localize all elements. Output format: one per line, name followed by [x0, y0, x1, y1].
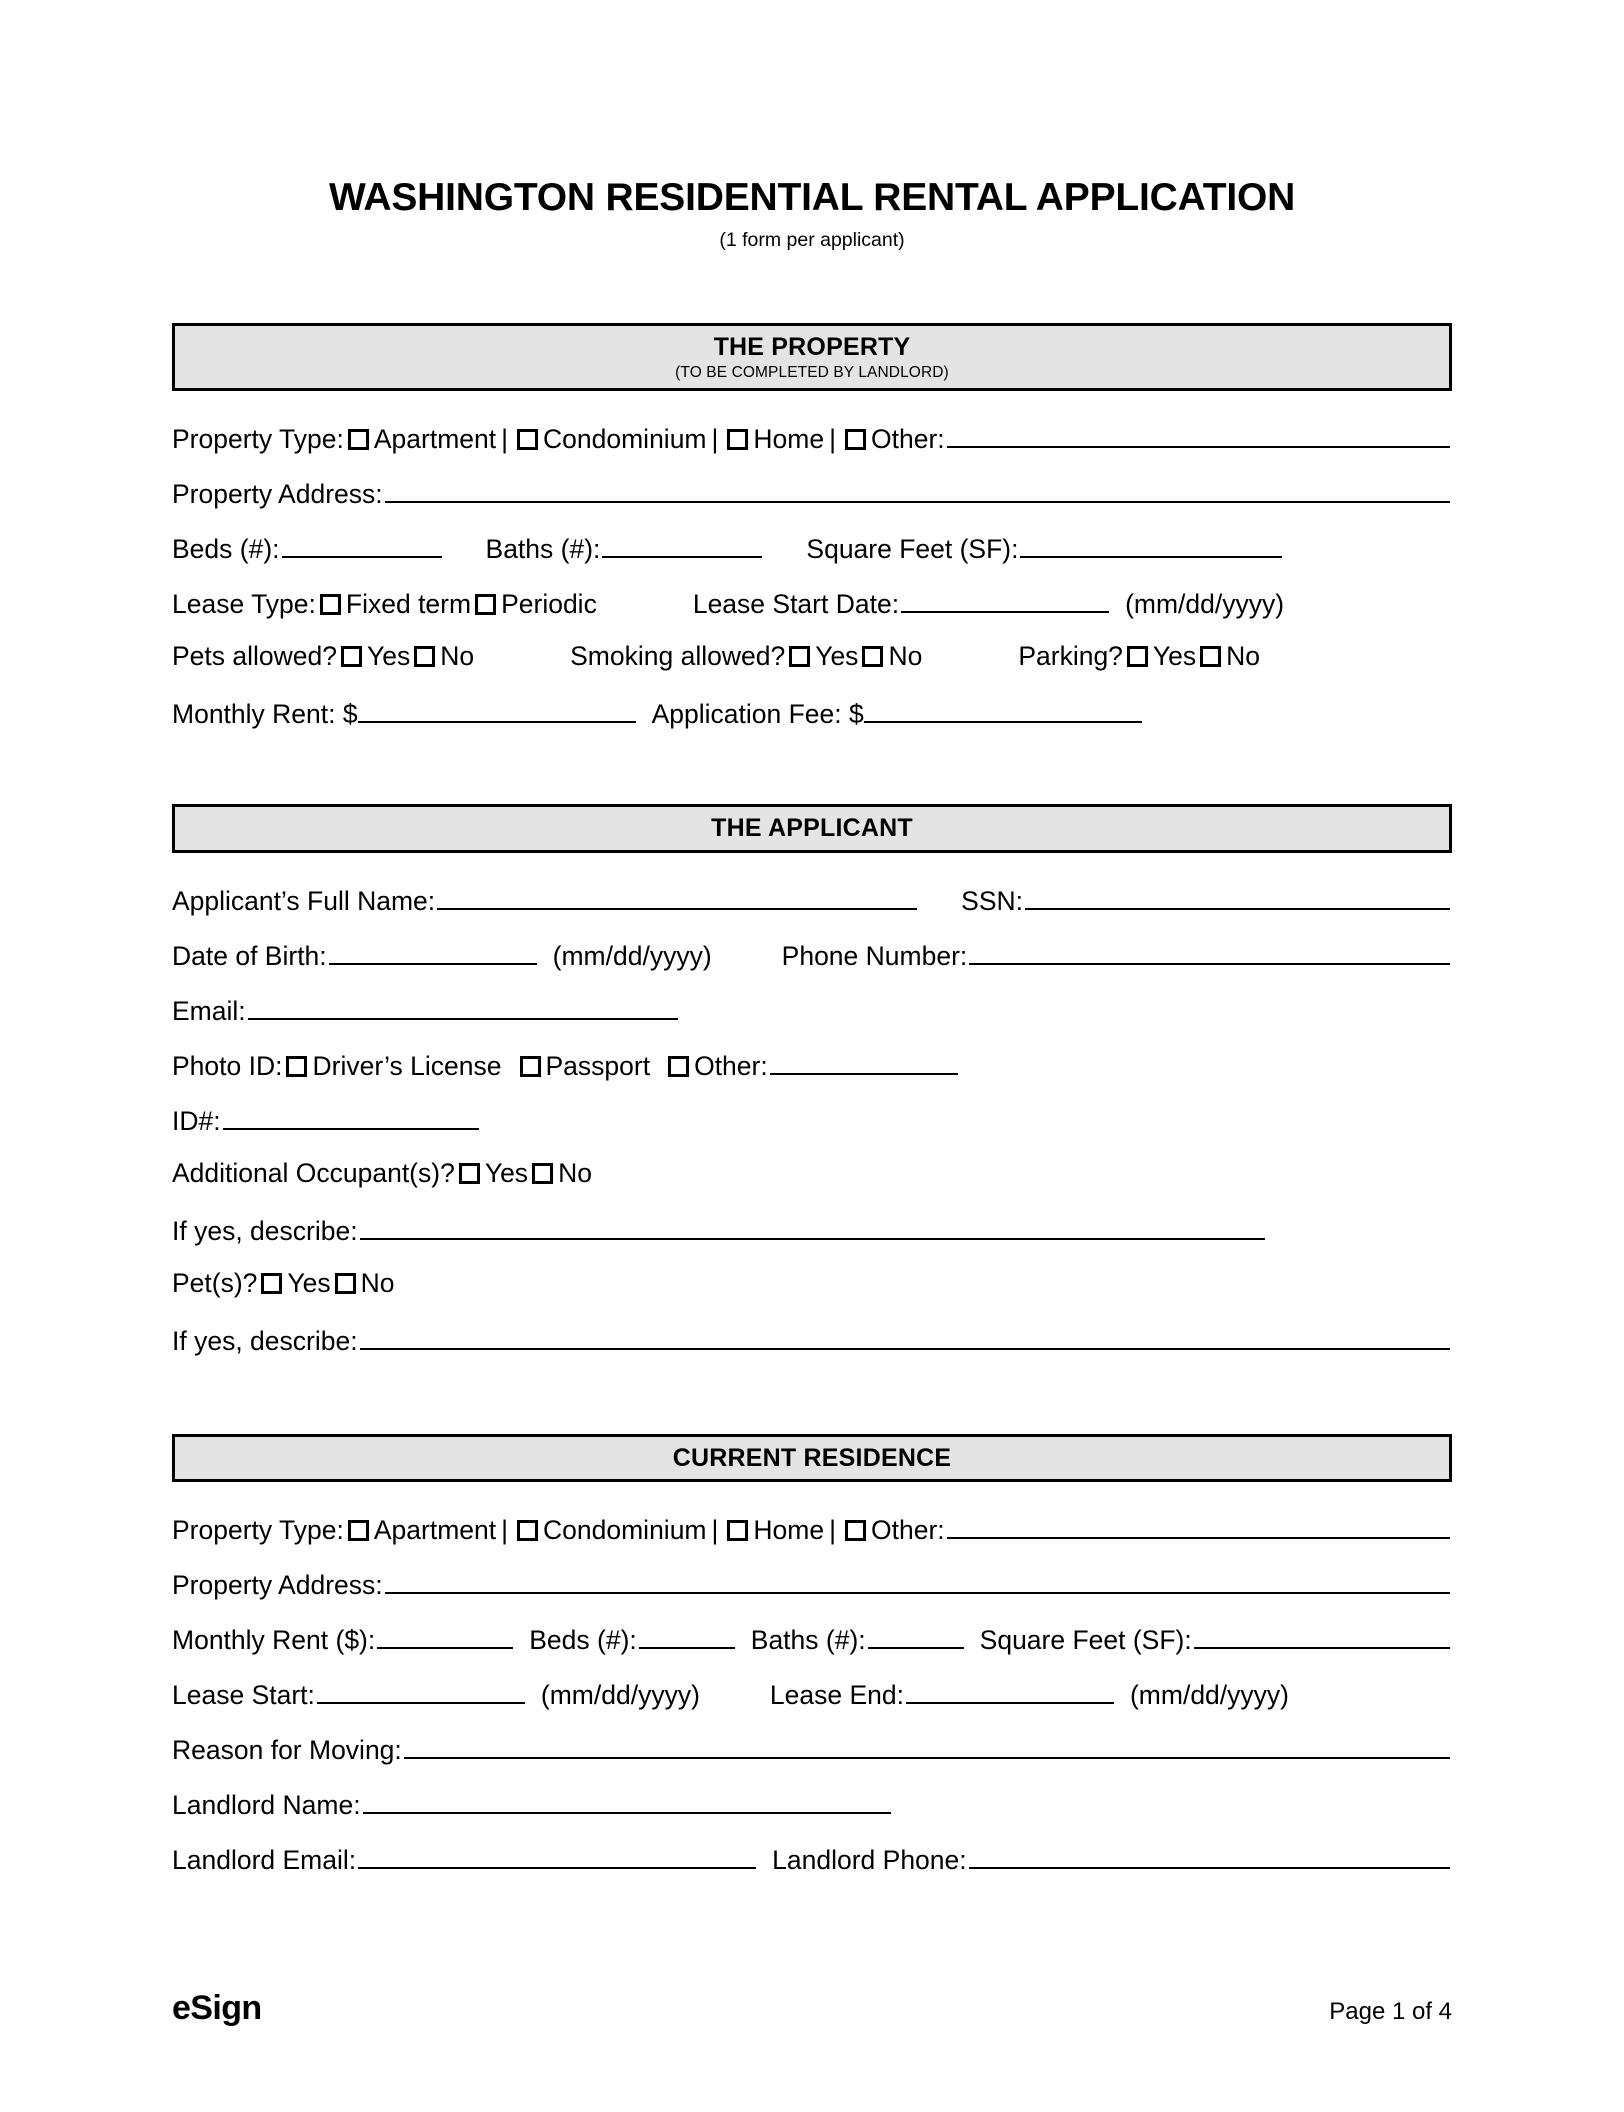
baths-label: Baths (#): — [750, 1625, 866, 1656]
checkbox-additional-occupants-yes[interactable] — [459, 1163, 480, 1184]
pets-label: Pet(s)? — [172, 1267, 258, 1298]
beds-label: Beds (#): — [172, 534, 280, 565]
row-photo-id — [172, 1050, 1452, 1105]
label-yes: Yes — [1152, 641, 1197, 672]
id-number-label: ID#: — [172, 1105, 221, 1136]
section-title-property: THE PROPERTY — [713, 333, 911, 362]
input-lease-end[interactable] — [906, 1679, 1114, 1704]
checkbox-photo-id-drivers-license[interactable] — [286, 1056, 307, 1077]
input-reason-for-moving[interactable] — [404, 1734, 1450, 1759]
checkbox-residence-type-condominium[interactable] — [517, 1520, 538, 1541]
row-dob-phone — [172, 940, 1452, 995]
square-feet-label: Square Feet (SF): — [979, 1625, 1192, 1656]
checkbox-pets-allowed-no[interactable] — [414, 646, 435, 667]
landlord-email-label: Landlord Email: — [172, 1845, 357, 1876]
input-landlord-name[interactable] — [363, 1789, 891, 1814]
property-address-label: Property Address: — [172, 1570, 383, 1601]
checkbox-smoking-allowed-yes[interactable] — [789, 646, 810, 667]
row-id-number — [172, 1105, 1452, 1160]
separator-pipe: | — [711, 1515, 719, 1546]
separator-pipe: | — [501, 424, 509, 455]
checkbox-residence-type-home[interactable] — [727, 1520, 748, 1541]
label-fixed-term: Fixed term — [345, 589, 472, 620]
lease-start-label: Lease Start: — [172, 1680, 315, 1711]
section-header-current-residence — [172, 1434, 1452, 1483]
page-footer — [172, 1989, 1452, 2028]
input-residence-type-other[interactable] — [947, 1514, 1450, 1539]
parking-label: Parking? — [1018, 641, 1123, 672]
checkbox-lease-type-fixed-term[interactable] — [320, 594, 341, 615]
if-yes-describe-label: If yes, describe: — [172, 1215, 358, 1246]
label-yes: Yes — [815, 641, 859, 672]
landlord-phone-label: Landlord Phone: — [772, 1845, 967, 1876]
row-landlord-contact — [172, 1844, 1452, 1899]
label-other: Other: — [871, 424, 945, 455]
row-beds-baths-sqft — [172, 533, 1452, 588]
input-occupants-describe[interactable] — [360, 1215, 1265, 1240]
checkbox-additional-occupants-no[interactable] — [532, 1163, 553, 1184]
lease-end-label: Lease End: — [769, 1680, 904, 1711]
input-residence-baths[interactable] — [868, 1624, 964, 1649]
full-name-label: Applicant’s Full Name: — [172, 885, 436, 916]
page-title: WASHINGTON RESIDENTIAL RENTAL APPLICATION — [328, 176, 1296, 219]
applicant-fields — [172, 853, 1452, 1380]
if-yes-describe-label: If yes, describe: — [172, 1325, 358, 1356]
row-pets-smoking-parking — [172, 643, 1452, 698]
input-lease-start-date[interactable] — [901, 588, 1109, 613]
date-of-birth-format: (mm/dd/yyyy) — [552, 940, 712, 971]
separator-pipe: | — [501, 1515, 509, 1546]
input-full-name[interactable] — [437, 885, 917, 910]
checkbox-residence-type-other[interactable] — [845, 1520, 866, 1541]
row-lease-start-end — [172, 1679, 1452, 1734]
label-condominium: Condominium — [543, 424, 707, 455]
separator-pipe: | — [829, 424, 836, 455]
label-no: No — [888, 641, 923, 672]
checkbox-photo-id-passport[interactable] — [520, 1056, 541, 1077]
lease-start-format: (mm/dd/yyyy) — [540, 1680, 700, 1711]
row-additional-occupants — [172, 1157, 1452, 1215]
section-header-applicant — [172, 804, 1452, 853]
input-date-of-birth[interactable] — [329, 940, 537, 965]
lease-start-date-label: Lease Start Date: — [692, 589, 900, 620]
label-no: No — [360, 1267, 395, 1298]
checkbox-pets-allowed-yes[interactable] — [341, 646, 362, 667]
input-property-type-other[interactable] — [947, 423, 1450, 448]
label-home: Home — [753, 1515, 825, 1546]
row-full-name-ssn — [172, 885, 1452, 940]
date-of-birth-label: Date of Birth: — [172, 940, 327, 971]
lease-start-date-format: (mm/dd/yyyy) — [1125, 589, 1285, 620]
label-condominium: Condominium — [543, 1515, 707, 1546]
email-label: Email: — [172, 995, 246, 1026]
label-no: No — [1226, 641, 1261, 672]
separator-pipe: | — [829, 1515, 836, 1546]
checkbox-photo-id-other[interactable] — [668, 1056, 689, 1077]
row-landlord-name — [172, 1789, 1452, 1844]
checkbox-pets-yes[interactable] — [261, 1273, 282, 1294]
property-type-label: Property Type: — [172, 424, 344, 455]
property-address-label: Property Address: — [172, 479, 383, 510]
input-landlord-phone[interactable] — [969, 1844, 1450, 1869]
label-apartment: Apartment — [373, 1515, 497, 1546]
input-lease-start[interactable] — [317, 1679, 525, 1704]
checkbox-property-type-home[interactable] — [727, 429, 748, 450]
application-fee-label: Application Fee: $ — [651, 699, 864, 730]
reason-for-moving-label: Reason for Moving: — [172, 1735, 402, 1766]
additional-occupants-label: Additional Occupant(s)? — [172, 1157, 455, 1188]
landlord-name-label: Landlord Name: — [172, 1790, 361, 1821]
label-yes: Yes — [287, 1267, 331, 1298]
checkbox-lease-type-periodic[interactable] — [475, 594, 496, 615]
label-periodic: Periodic — [501, 589, 597, 620]
input-photo-id-other[interactable] — [770, 1050, 958, 1075]
ssn-label: SSN: — [961, 885, 1024, 916]
row-pets-describe — [172, 1325, 1452, 1380]
label-other: Other: — [694, 1050, 768, 1081]
separator-pipe: | — [711, 424, 719, 455]
input-pets-describe[interactable] — [360, 1325, 1450, 1350]
checkbox-property-type-condominium[interactable] — [517, 429, 538, 450]
property-fields — [172, 391, 1452, 753]
section-title-applicant: THE APPLICANT — [711, 814, 913, 843]
current-residence-fields — [172, 1482, 1452, 1899]
property-type-label: Property Type: — [172, 1515, 344, 1546]
section-title-current-residence: CURRENT RESIDENCE — [672, 1443, 952, 1472]
input-residence-beds[interactable] — [639, 1624, 735, 1649]
label-yes: Yes — [484, 1157, 529, 1188]
monthly-rent-label: Monthly Rent: $ — [172, 699, 358, 730]
label-home: Home — [753, 424, 825, 455]
section-header-property — [172, 323, 1452, 391]
row-rent-application-fee — [172, 698, 1452, 753]
row-occupants-describe — [172, 1215, 1452, 1270]
checkbox-pets-no[interactable] — [335, 1273, 356, 1294]
input-beds[interactable] — [282, 533, 442, 558]
section-subtitle-property: (TO BE COMPLETED BY LANDLORD) — [675, 363, 949, 381]
input-application-fee[interactable] — [864, 698, 1142, 723]
input-property-address[interactable] — [385, 478, 1450, 503]
checkbox-smoking-allowed-no[interactable] — [862, 646, 883, 667]
row-email — [172, 995, 1452, 1050]
baths-label: Baths (#): — [485, 534, 601, 565]
checkbox-property-type-other[interactable] — [845, 429, 866, 450]
lease-type-label: Lease Type: — [172, 589, 316, 620]
input-residence-monthly-rent[interactable] — [377, 1624, 513, 1649]
input-ssn[interactable] — [1025, 885, 1450, 910]
row-property-type — [172, 423, 1452, 478]
label-no: No — [558, 1157, 592, 1188]
label-apartment: Apartment — [373, 424, 497, 455]
page-subtitle: (1 form per applicant) — [719, 228, 905, 251]
row-residence-rent-beds-baths-sqft — [172, 1624, 1452, 1679]
label-passport: Passport — [545, 1050, 651, 1081]
input-phone-number[interactable] — [969, 940, 1450, 965]
row-pets — [172, 1267, 1452, 1325]
row-residence-address — [172, 1569, 1452, 1624]
input-email[interactable] — [248, 995, 678, 1020]
row-reason-for-moving — [172, 1734, 1452, 1789]
row-property-address — [172, 478, 1452, 533]
phone-number-label: Phone Number: — [781, 940, 968, 971]
row-lease-type — [172, 588, 1452, 643]
input-monthly-rent[interactable] — [358, 698, 636, 723]
input-residence-square-feet[interactable] — [1194, 1624, 1450, 1649]
beds-label: Beds (#): — [529, 1625, 637, 1656]
label-drivers-license: Driver’s License — [312, 1050, 502, 1081]
input-square-feet[interactable] — [1020, 533, 1282, 558]
monthly-rent-label: Monthly Rent ($): — [172, 1625, 376, 1656]
checkbox-property-type-apartment[interactable] — [348, 429, 369, 450]
label-other: Other: — [871, 1515, 945, 1546]
square-feet-label: Square Feet (SF): — [806, 534, 1019, 565]
photo-id-label: Photo ID: — [172, 1050, 283, 1081]
lease-end-format: (mm/dd/yyyy) — [1129, 1680, 1289, 1711]
input-baths[interactable] — [602, 533, 762, 558]
esign-logo: eSign — [172, 1989, 262, 2027]
smoking-allowed-label: Smoking allowed? — [570, 641, 786, 672]
label-yes: Yes — [367, 641, 411, 672]
input-id-number[interactable] — [223, 1105, 479, 1130]
row-residence-property-type — [172, 1514, 1452, 1569]
input-residence-address[interactable] — [385, 1569, 1450, 1594]
checkbox-residence-type-apartment[interactable] — [348, 1520, 369, 1541]
checkbox-parking-no[interactable] — [1200, 646, 1221, 667]
checkbox-parking-yes[interactable] — [1127, 646, 1148, 667]
page-indicator: Page 1 of 4 — [1329, 1998, 1452, 2025]
label-no: No — [440, 641, 475, 672]
pets-allowed-label: Pets allowed? — [172, 641, 337, 672]
input-landlord-email[interactable] — [358, 1844, 756, 1869]
